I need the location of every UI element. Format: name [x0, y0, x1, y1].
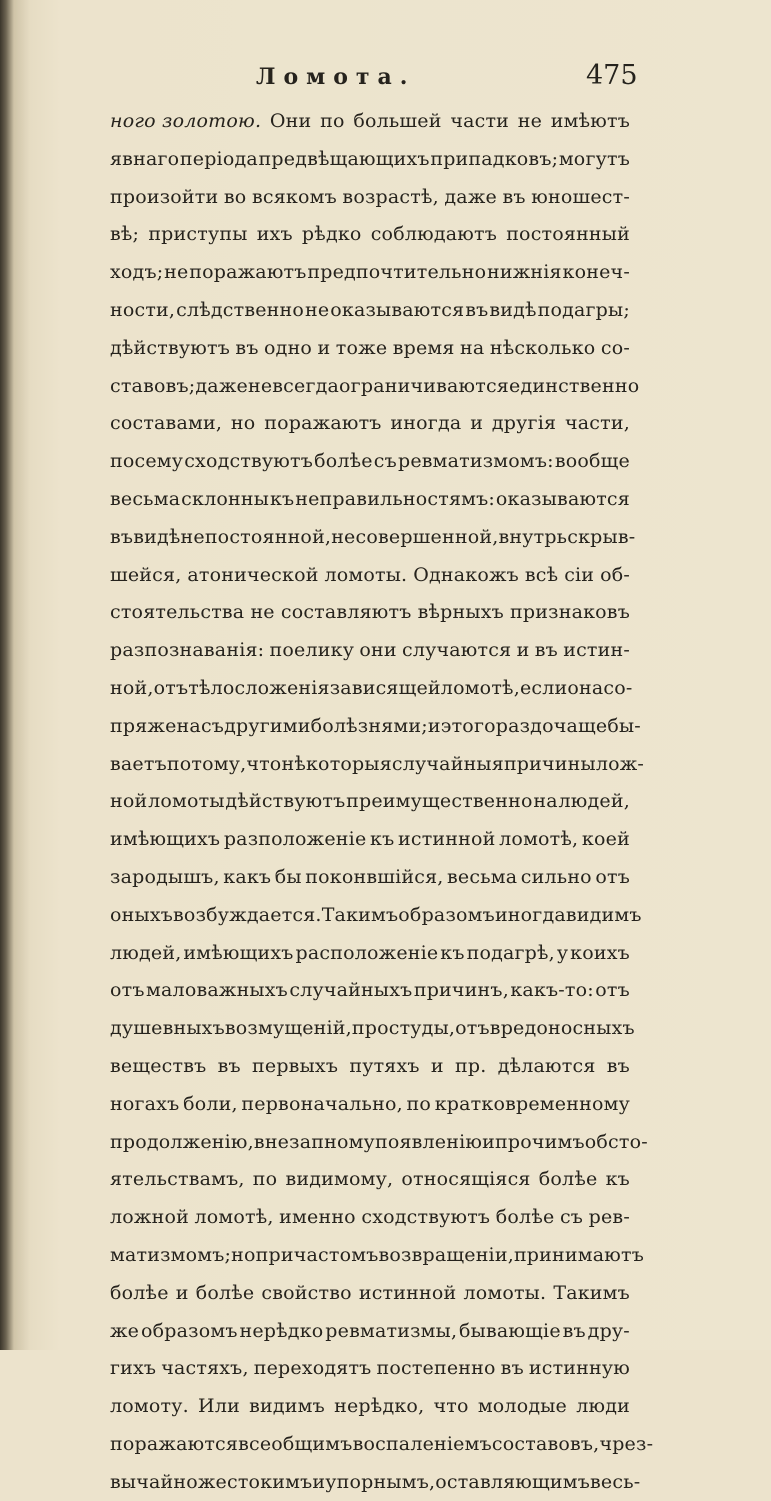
text-line [110, 1237, 645, 1275]
word: истинной [398, 828, 496, 851]
word: единственно [509, 374, 640, 397]
text-line [110, 443, 630, 481]
word: причинъ, [413, 979, 509, 1002]
text-line [110, 1350, 630, 1388]
word: нижнія [487, 261, 562, 284]
text-line [110, 1010, 635, 1048]
word: въ [502, 185, 526, 208]
word: ограничиваются [339, 374, 509, 397]
word: отъ [455, 1017, 490, 1040]
word: ходъ; [110, 261, 164, 284]
word: потому, [166, 752, 247, 775]
running-head [0, 62, 771, 94]
word: стоятельства [110, 601, 245, 624]
word: предвѣщающихъ [258, 147, 430, 170]
word: ности, [110, 298, 176, 321]
word: и [427, 714, 441, 737]
word: въ [217, 1054, 241, 1077]
word: и [470, 412, 484, 435]
word: оказываются [495, 487, 630, 510]
word: частомъ [293, 1243, 379, 1266]
text-line [110, 481, 630, 519]
word: по [320, 110, 345, 132]
word: подагры; [537, 298, 630, 321]
text-line [110, 670, 633, 708]
word: къ [269, 487, 295, 510]
word: первоначально, [241, 1092, 403, 1115]
word: по [252, 1168, 278, 1191]
word: сходствуютъ [361, 1206, 491, 1229]
word: склонны [181, 487, 270, 510]
word: матизмомъ; [110, 1243, 232, 1266]
word: могутъ [558, 147, 630, 170]
word: на [533, 790, 558, 813]
word: коей [581, 828, 630, 851]
word: въ [465, 298, 489, 321]
word: неправильностямъ: [295, 487, 495, 510]
word: это [440, 714, 474, 737]
word: отъ [153, 676, 189, 699]
word: бывающіе [459, 1319, 561, 1342]
word: отъ [595, 979, 630, 1002]
word: постепенно [376, 1357, 496, 1380]
word: юношест- [531, 185, 630, 208]
word: иногда [390, 412, 462, 435]
text-line [110, 292, 630, 330]
word: и [516, 639, 530, 662]
word: въ [110, 525, 134, 548]
word: соблюдаютъ [370, 223, 498, 246]
word: признаковъ [510, 601, 630, 624]
word: одно [264, 336, 313, 359]
word: болѣе [110, 1281, 169, 1304]
word: преимущественно [346, 790, 533, 813]
word: даже [444, 185, 497, 208]
word: непостоянной, [180, 525, 332, 548]
word: простуды, [351, 1017, 456, 1040]
word: ломоты. [463, 1281, 547, 1304]
word: скрыв- [567, 525, 636, 548]
word: посему [110, 450, 184, 473]
italic-word: ного золотою. [110, 110, 262, 132]
text-line [110, 746, 645, 784]
word: болѣе [314, 450, 373, 473]
word: чаще [553, 714, 608, 737]
word: истин- [563, 639, 630, 662]
text-line [110, 1199, 630, 1237]
word: не [164, 261, 189, 284]
word: видѣ [489, 298, 537, 321]
word: отъ [595, 865, 630, 888]
word: ломоту. [110, 1395, 189, 1418]
word: составляютъ [280, 601, 412, 624]
word: путяхъ [349, 1054, 420, 1077]
word: болѣе [538, 1168, 598, 1191]
word: приступы [148, 223, 248, 246]
word: большей [353, 110, 442, 132]
word: атонической [187, 563, 319, 586]
word: сіи [564, 563, 595, 586]
word: людей, [558, 790, 630, 813]
word: Они [269, 110, 312, 132]
word: случаются [402, 639, 512, 662]
word: поражаютъ [189, 261, 307, 284]
word: маловажныхъ [146, 979, 288, 1002]
word: прочимъ [495, 1130, 585, 1153]
page-number: 475 [586, 60, 638, 91]
word: части, [565, 412, 630, 435]
word: коихъ [570, 941, 630, 964]
word: сходствуютъ [184, 450, 314, 473]
word: истинную [528, 1357, 630, 1380]
word: имѣющихъ [183, 941, 294, 964]
word: постоянный [506, 223, 630, 246]
word: Или [198, 1395, 240, 1418]
word: со- [600, 336, 630, 359]
word: нерѣдко [239, 1319, 324, 1342]
text-line [110, 179, 630, 217]
word: пряжена [110, 714, 201, 737]
word: ревматизмомъ: [397, 450, 554, 473]
word: ихъ [256, 223, 293, 246]
word: весь- [590, 1470, 641, 1493]
text-line [110, 557, 630, 595]
word: лож- [595, 752, 645, 775]
word: молодые [477, 1395, 568, 1418]
word: случайныя [391, 752, 504, 775]
text-line [110, 1124, 648, 1162]
word: имѣющихъ [110, 828, 221, 851]
word: гораздо [473, 714, 554, 737]
body-text [110, 103, 654, 1501]
word: но [231, 1243, 256, 1266]
text-line [110, 368, 640, 406]
text-line [110, 519, 636, 557]
word: съ [373, 450, 397, 473]
word: ной, [110, 676, 154, 699]
text-line [110, 1275, 630, 1313]
word: оказываются [330, 298, 465, 321]
word: на [460, 336, 485, 359]
word: и [317, 336, 331, 359]
text-line [110, 783, 630, 821]
text-line [110, 632, 630, 670]
word: видимъ [565, 903, 642, 926]
word: произойти [110, 185, 219, 208]
word: всѣ [524, 563, 559, 586]
word: со- [603, 676, 633, 699]
word: рѣдко [301, 223, 362, 246]
word: не [517, 110, 543, 132]
word: несовершенной, [331, 525, 499, 548]
word: видимъ [249, 1395, 325, 1418]
word: рев- [588, 1206, 630, 1229]
word: бы [274, 865, 302, 888]
text-line [110, 103, 630, 141]
word: именно [279, 1206, 356, 1229]
word: вообще [554, 450, 630, 473]
word: всеобщимъ [238, 1432, 353, 1455]
word: и [482, 1130, 496, 1153]
word: во [223, 185, 247, 208]
word: конеч- [562, 261, 630, 284]
word: не [250, 601, 275, 624]
word: имѣютъ [550, 110, 630, 132]
word: оставляющимъ [435, 1470, 591, 1493]
word: появленію [374, 1130, 483, 1153]
text-line [110, 935, 630, 973]
word: люди [576, 1395, 630, 1418]
word: что [433, 1395, 469, 1418]
word: дѣйствуютъ [110, 336, 230, 359]
word: образомъ [398, 903, 495, 926]
word: дѣйствуютъ [225, 790, 346, 813]
word: ломоты [148, 790, 225, 813]
text-line [110, 708, 641, 746]
word: сильно [520, 865, 592, 888]
word: причины [503, 752, 596, 775]
word: иногда [494, 903, 566, 926]
word: вѣрныхъ [417, 601, 504, 624]
word: нѣкоторыя [281, 752, 392, 775]
word: съ [559, 1206, 584, 1229]
word: ятельствамъ, [110, 1168, 245, 1191]
word: дѣлаются [497, 1054, 596, 1077]
text-line [110, 1388, 630, 1426]
word: поконвшійся, [305, 865, 444, 888]
word: къ [605, 1168, 630, 1191]
word: истинной [358, 1281, 457, 1304]
word: какъ [223, 865, 272, 888]
word: періода [179, 147, 258, 170]
word: другія [491, 412, 557, 435]
word: какъ-то: [510, 979, 594, 1002]
word: по [406, 1092, 432, 1115]
word: но [230, 412, 256, 435]
word: ломотѣ, [440, 676, 520, 699]
word: и [175, 1281, 189, 1304]
word: части [450, 110, 510, 132]
word: ной [110, 790, 148, 813]
word: дру- [587, 1319, 630, 1342]
word: возмущеній, [224, 1017, 352, 1040]
word: разположеніе [223, 828, 367, 851]
word: даже [195, 374, 248, 397]
word: составовъ, [491, 1432, 600, 1455]
word: оныхъ [110, 903, 174, 926]
word: что [246, 752, 282, 775]
word: поражаются [110, 1432, 239, 1455]
word: Такимъ [321, 903, 399, 926]
text-line [110, 405, 630, 443]
word: время [392, 336, 455, 359]
word: къ [440, 941, 465, 964]
word: ломоты. [324, 563, 408, 586]
word: ревматизмы, [325, 1319, 458, 1342]
word: видимому, [285, 1168, 394, 1191]
word: въ [606, 1054, 630, 1077]
word: она [567, 676, 604, 699]
word: продолженію, [110, 1130, 254, 1153]
text-line [110, 1464, 641, 1501]
word: въ [534, 639, 558, 662]
running-title: Ломота. [256, 64, 416, 90]
text-line [110, 594, 630, 632]
word: шейся, [110, 563, 182, 586]
text-line [110, 972, 630, 1010]
text-line [110, 254, 630, 292]
word: боли, [183, 1092, 238, 1115]
word: чрез- [599, 1432, 654, 1455]
word: явнаго [110, 147, 180, 170]
word: разпознаванія: [110, 639, 265, 662]
word: и [312, 1470, 326, 1493]
word: отъ [110, 979, 145, 1002]
word: слѣдственно [176, 298, 305, 321]
word: у [556, 941, 569, 964]
word: первыхъ [252, 1054, 339, 1077]
word: внезапному [253, 1130, 375, 1153]
word: воспаленіемъ [352, 1432, 492, 1455]
word: Такимъ [553, 1281, 630, 1304]
word: ломотѣ, [194, 1206, 274, 1229]
word: веществъ [110, 1054, 207, 1077]
word: возрастѣ, [342, 185, 439, 208]
word: вѣ; [110, 223, 140, 246]
word: въ [500, 1357, 524, 1380]
word: пр. [455, 1054, 487, 1077]
word: обсто- [584, 1130, 648, 1153]
word: они [359, 639, 397, 662]
word: относящіяся [401, 1168, 531, 1191]
word: вредоносныхъ [489, 1017, 635, 1040]
word: къ [370, 828, 395, 851]
word: поражаютъ [264, 412, 382, 435]
text-line [110, 1313, 630, 1351]
word: не [304, 298, 330, 321]
word: частяхъ, [161, 1357, 249, 1380]
word: же [110, 1319, 140, 1342]
text-line [110, 216, 630, 254]
text-line [110, 1086, 630, 1124]
word: кратковременному [434, 1092, 630, 1115]
word: весьма [110, 487, 181, 510]
word: возвращеніи, [378, 1243, 514, 1266]
word: и [430, 1054, 444, 1077]
word: случайныхъ [289, 979, 413, 1002]
text-line [110, 1426, 654, 1464]
word: подагрѣ, [466, 941, 555, 964]
word: болѣе [495, 1206, 555, 1229]
word: ломотѣ, [499, 828, 579, 851]
word: ваетъ [110, 752, 167, 775]
text-line [110, 330, 630, 368]
word: возбуждается. [173, 903, 322, 926]
word: бы- [607, 714, 641, 737]
word: принимаютъ [513, 1243, 645, 1266]
word: расположеніе [295, 941, 439, 964]
word: съ [200, 714, 225, 737]
text-line [110, 141, 630, 179]
word: припадковъ; [430, 147, 559, 170]
word: нерѣдко, [334, 1395, 425, 1418]
word: нѣсколько [489, 336, 596, 359]
word: жестокимъ [197, 1470, 313, 1493]
word: переходятъ [253, 1357, 372, 1380]
word: гихъ [110, 1357, 157, 1380]
word: вычайно [110, 1470, 198, 1493]
text-line [110, 859, 630, 897]
word: въ [562, 1319, 586, 1342]
text-line [110, 1161, 630, 1199]
word: составами, [110, 412, 223, 435]
word: зависящей [329, 676, 441, 699]
word: людей, [110, 941, 182, 964]
word: при [255, 1243, 294, 1266]
word: поелику [269, 639, 355, 662]
word: если [519, 676, 568, 699]
word: весьма [447, 865, 518, 888]
text-line [110, 897, 642, 935]
word: видѣ [133, 525, 181, 548]
word: свойство [261, 1281, 352, 1304]
word: тѣлосложенія [188, 676, 330, 699]
text-line [110, 1048, 630, 1086]
word: душевныхъ [110, 1017, 225, 1040]
word: болѣе [195, 1281, 255, 1304]
word: невсегда [247, 374, 340, 397]
word: другими [224, 714, 311, 737]
word: ложной [110, 1206, 189, 1229]
word: ногахъ [110, 1092, 180, 1115]
word: упорнымъ, [325, 1470, 436, 1493]
word: образомъ [140, 1319, 238, 1342]
word: зародышъ, [110, 865, 220, 888]
word: внутрь [498, 525, 568, 548]
text-line [110, 821, 630, 859]
word: болѣзнями; [310, 714, 428, 737]
word: предпочтительно [307, 261, 487, 284]
word: всякомъ [251, 185, 337, 208]
word: тоже [335, 336, 388, 359]
word: въ [235, 336, 259, 359]
word: ставовъ; [110, 374, 196, 397]
word: об- [600, 563, 630, 586]
word: Однакожъ [413, 563, 519, 586]
